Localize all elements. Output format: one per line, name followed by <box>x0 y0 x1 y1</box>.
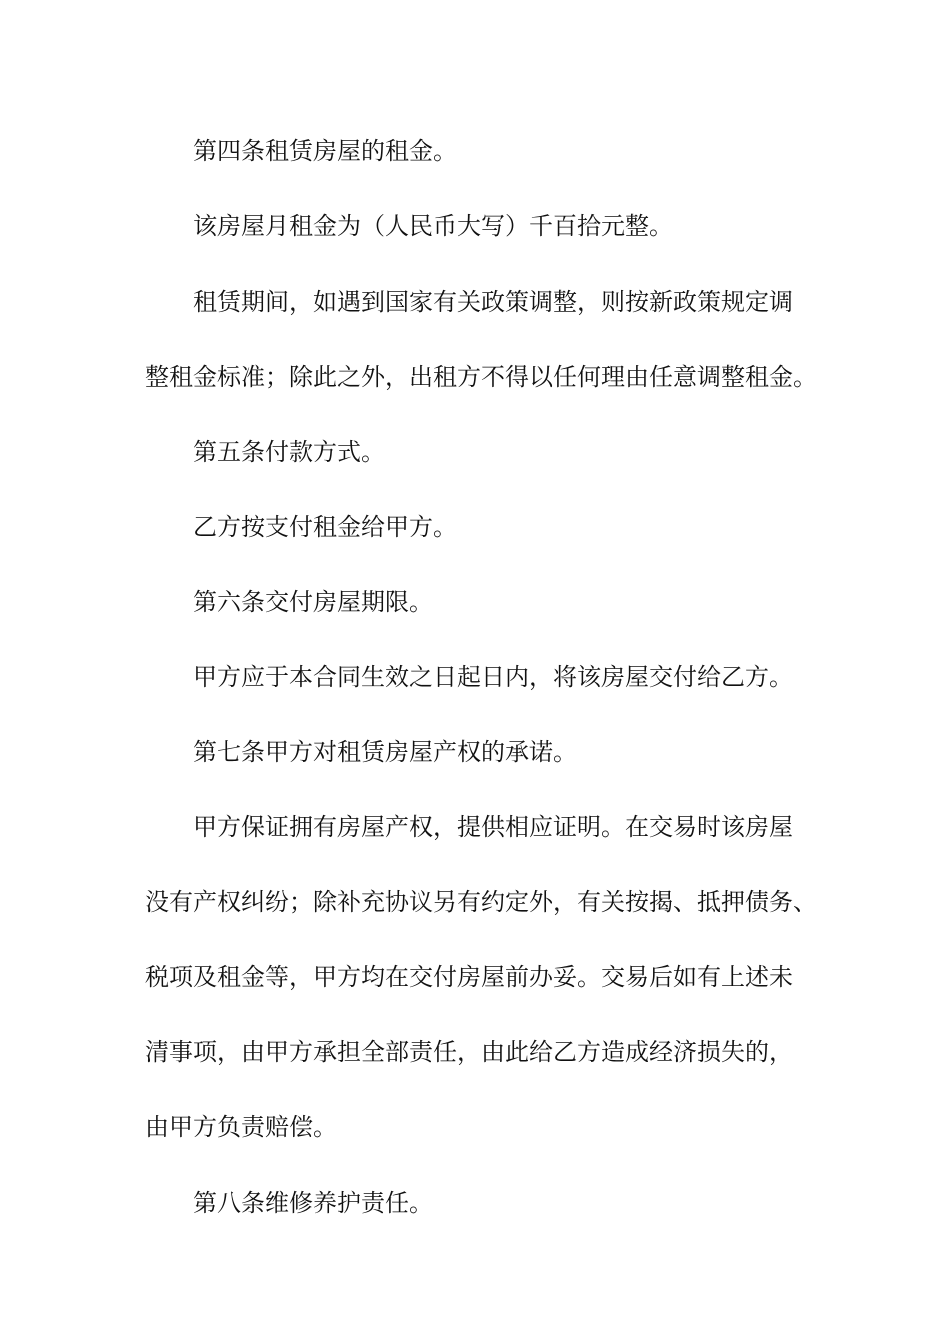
property-right-line-1: 甲方保证拥有房屋产权，提供相应证明。在交易时该房屋 <box>193 813 793 841</box>
policy-adjustment-line-1: 租赁期间，如遇到国家有关政策调整，则按新政策规定调 <box>193 288 793 316</box>
property-right-line-3: 税项及租金等，甲方均在交付房屋前办妥。交易后如有上述未 <box>145 963 793 991</box>
property-right-line-4: 清事项，由甲方承担全部责任，由此给乙方造成经济损失的， <box>145 1038 793 1066</box>
article-4-heading: 第四条租赁房屋的租金。 <box>193 137 457 165</box>
monthly-rent-line: 该房屋月租金为（人民币大写）千百拾元整。 <box>193 212 673 240</box>
property-right-line-2: 没有产权纠纷；除补充协议另有约定外，有关按揭、抵押债务、 <box>145 888 817 916</box>
policy-adjustment-line-2: 整租金标准；除此之外，出租方不得以任何理由任意调整租金。 <box>145 363 817 391</box>
payment-method-line: 乙方按支付租金给甲方。 <box>193 513 457 541</box>
property-right-line-5: 由甲方负责赔偿。 <box>145 1113 337 1141</box>
article-5-heading: 第五条付款方式。 <box>193 438 385 466</box>
article-8-heading: 第八条维修养护责任。 <box>193 1189 433 1217</box>
delivery-deadline-line: 甲方应于本合同生效之日起日内，将该房屋交付给乙方。 <box>193 663 793 691</box>
article-6-heading: 第六条交付房屋期限。 <box>193 588 433 616</box>
article-7-heading: 第七条甲方对租赁房屋产权的承诺。 <box>193 738 577 766</box>
